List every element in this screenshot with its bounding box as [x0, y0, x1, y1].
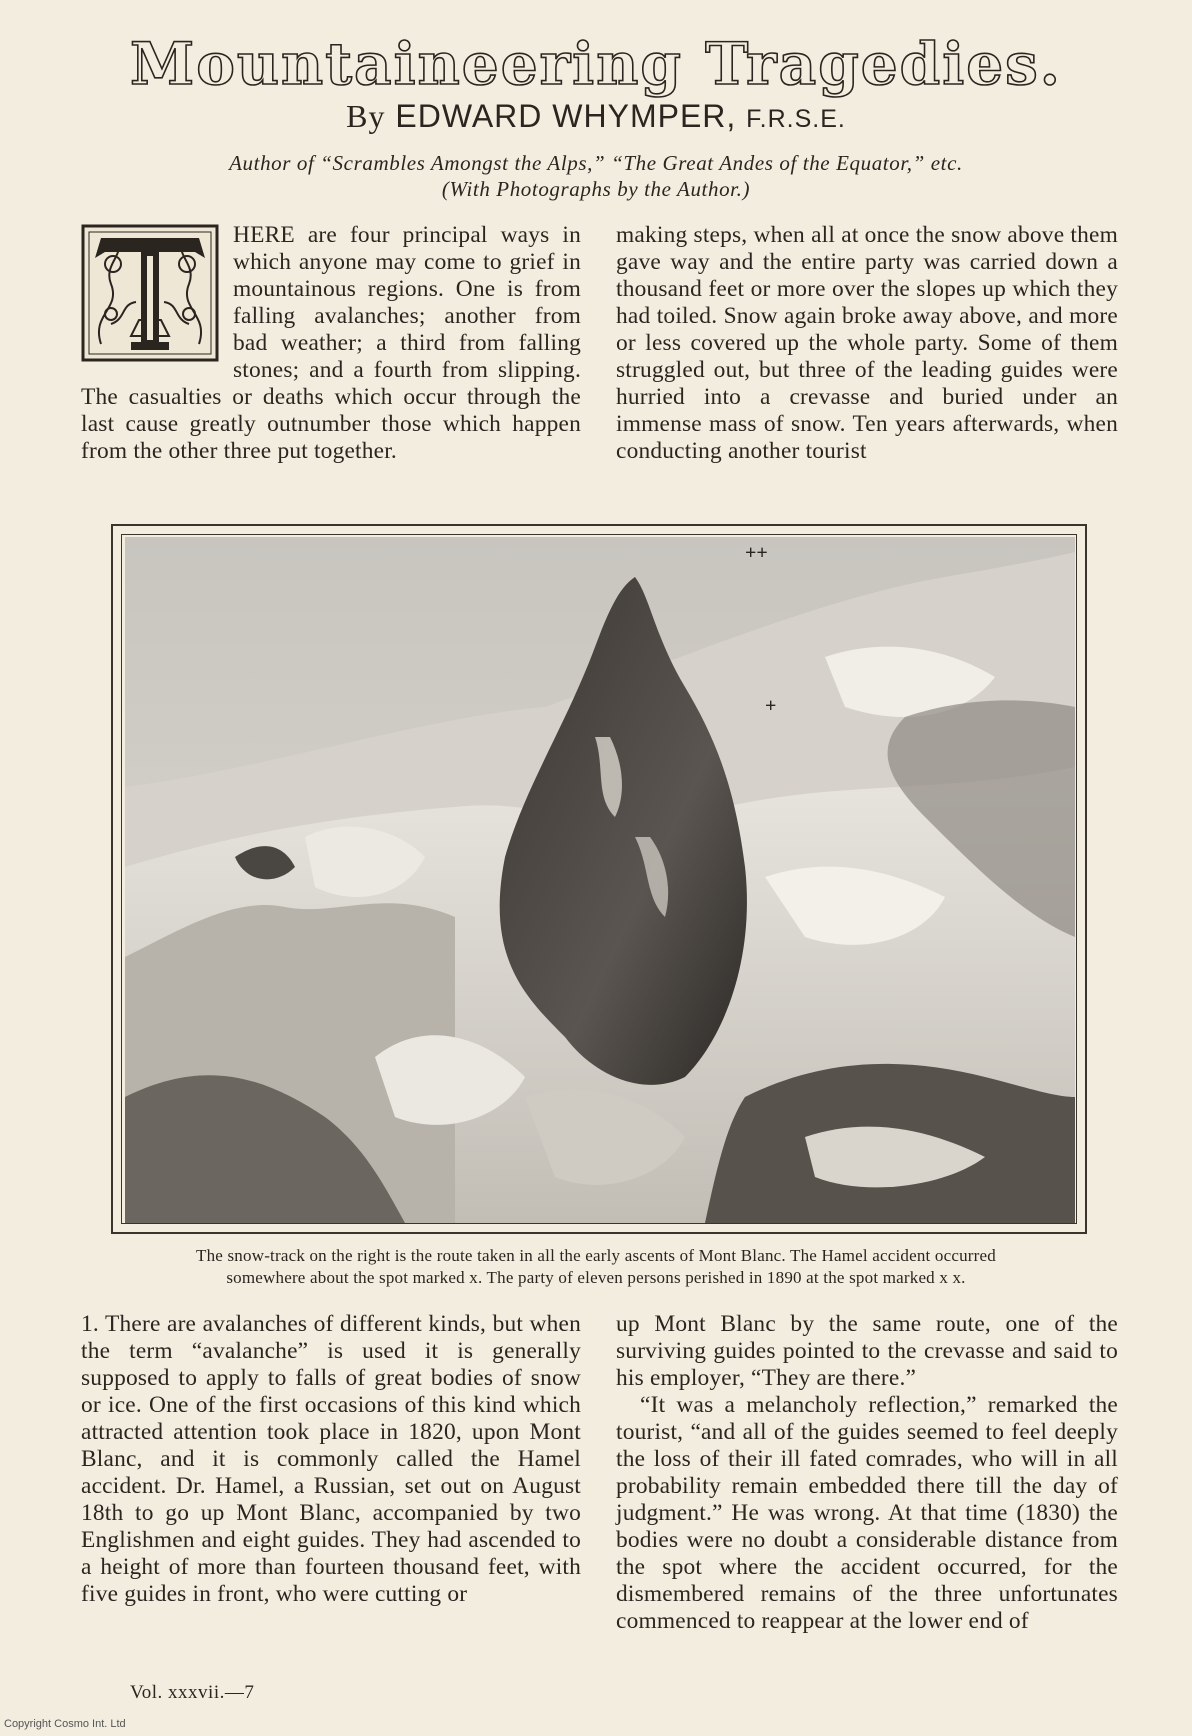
- paragraph-snow-gave-way: making steps, when all at once the snow above them gave way and the entire party was carried down a thousand feet or more over the slopes up which they had toiled. Snow again broke away above, and more or less covered up the whole party. Some of them struggled out, but three of the leading guides were hurried into a crevasse and buried under an immense mass of snow. Ten years afterwards, when conducting another tourist: [616, 222, 1118, 464]
- paragraph-melancholy-reflection: “It was a melancholy reflection,” remarked the tourist, “and all of the guides seemed to feel deeply the loss of their ill fated comrades, who will in all probability remain embedded there till the day of judgment.” He was wrong. At that time (1830) the bodies were no doubt a considerable distance from the spot where the accident occurred, for the dismembered remains of the three unfortunates commenced to reappear at the lower end of: [616, 1392, 1118, 1634]
- body-column-2: [616, 222, 1118, 498]
- body-column-1: [81, 222, 581, 498]
- subtitle: [0, 150, 1192, 202]
- drop-cap-t-ornament: [81, 224, 219, 362]
- byline: [0, 98, 1192, 135]
- volume-folio: Vol. xxxvii.—7: [130, 1682, 255, 1703]
- subtitle-works: Author of “Scrambles Amongst the Alps,” “The Great Andes of the Equator,” etc.: [229, 151, 963, 175]
- mont-blanc-photograph: [125, 537, 1075, 1223]
- paragraph-they-are-there: up Mont Blanc by the same route, one of the surviving guides pointed to the crevasse and said to his employer, “They are there.”: [616, 1311, 1118, 1391]
- copyright-notice: Copyright Cosmo Int. Ltd: [4, 1718, 126, 1730]
- marker-x: +: [765, 695, 777, 717]
- caption-line-2: somewhere about the spot marked x. The party of eleven persons perished in 1890 at the spot marked x x.: [226, 1268, 966, 1287]
- article-title: Mountaineering Tragedies.: [130, 30, 1062, 98]
- author-honors: F.R.S.E.: [746, 105, 846, 133]
- body-column-3: [81, 1311, 581, 1669]
- paragraph-hamel-accident: 1. There are avalanches of different kinds, but when the term “avalanche” is used it is generally supposed to apply to falls of great bodies of snow or ice. One of the first occasions of this kind which attracted attention took place in 1820, upon Mont Blanc, and it is commonly called the Hamel accident. Dr. Hamel, a Russian, set out on August 18th to go up Mont Blanc, accompanied by two Englishmen and eight guides. They had ascended to a height of more than fourteen thousand feet, with five guides in front, who were cutting or: [81, 1311, 581, 1607]
- caption-line-1: The snow-track on the right is the route taken in all the early ascents of Mont Blanc. The Hamel accident occurred: [196, 1246, 996, 1265]
- author-name: EDWARD WHYMPER,: [395, 98, 737, 134]
- byline-by: By: [346, 98, 386, 134]
- photo-caption: [90, 1245, 1102, 1289]
- marker-xx: ++: [745, 542, 768, 564]
- subtitle-photographs: (With Photographs by the Author.): [441, 177, 751, 201]
- body-column-4: [616, 1311, 1118, 1669]
- paragraph-ways-of-grief: HERE are four principal ways in which anyone may come to grief in mountainous regions. One is from falling avalanches; another from bad weather; a third from falling stones; and a fourth from slipping. The casualties or deaths which occur through the last cause greatly outnumber those which happen from the other three put together.: [81, 222, 581, 464]
